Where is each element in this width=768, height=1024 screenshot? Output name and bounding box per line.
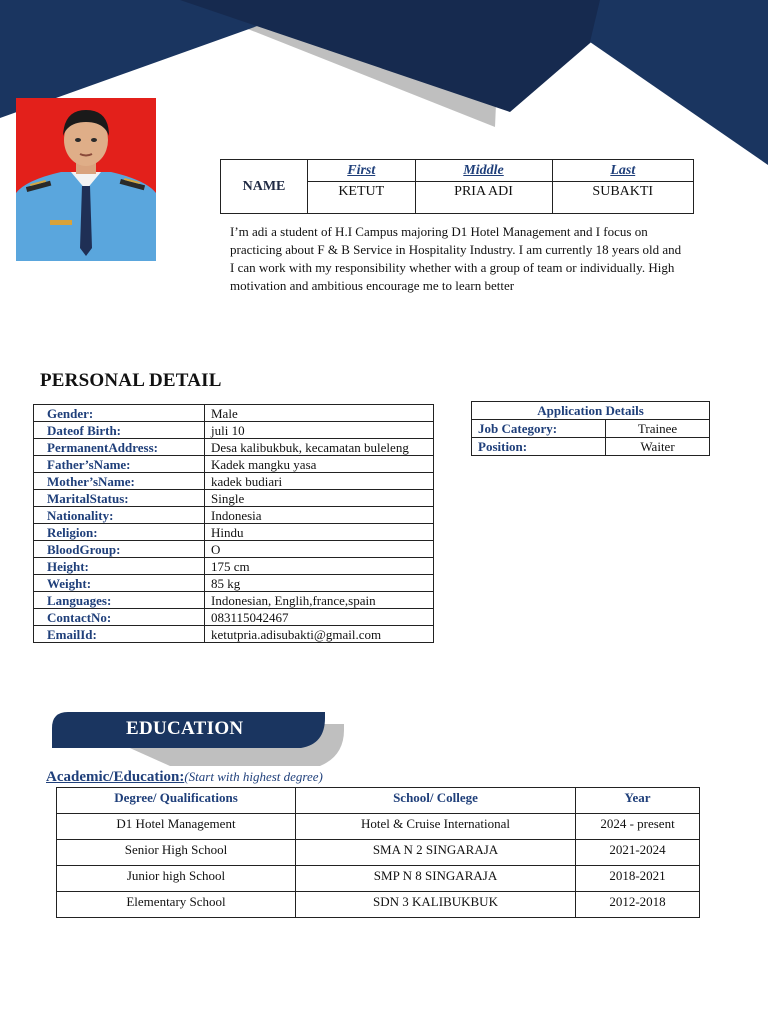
personal-detail-row [34, 575, 434, 592]
intro-paragraph: I’m adi a student of H.I Campus majoring D1 Hotel Management and I focus on practicing about F & B Service in Hospitality Industry. I am currently 18 years old and I can work with my responsibility whether with a group of team or individually. High motivation and ambitious encourage me to learn better [230, 224, 682, 293]
personal-detail-row [34, 405, 434, 422]
personal-detail-row [34, 609, 434, 626]
education-cell: SMP N 8 SINGARAJA [296, 866, 576, 892]
name-table [220, 159, 694, 214]
personal-detail-row [34, 558, 434, 575]
personal-detail-value: kadek budiari [205, 473, 434, 490]
personal-detail-label: Religion: [34, 524, 205, 541]
navy-right-shape [590, 0, 768, 165]
personal-detail-row [34, 439, 434, 456]
last-name-header: Last [552, 160, 693, 182]
education-row [57, 892, 700, 918]
personal-detail-label: Mother’sName: [34, 473, 205, 490]
education-table [56, 787, 700, 918]
personal-detail-value: Single [205, 490, 434, 507]
personal-detail-row [34, 490, 434, 507]
academic-heading [46, 769, 323, 786]
personal-detail-label: MaritalStatus: [34, 490, 205, 507]
education-cell: 2024 - present [576, 814, 700, 840]
personal-detail-value: ketutpria.adisubakti@gmail.com [205, 626, 434, 643]
education-banner-text: EDUCATION [126, 718, 244, 739]
personal-detail-row [34, 456, 434, 473]
personal-detail-value: O [205, 541, 434, 558]
middle-name-value: PRIA ADI [415, 182, 552, 214]
personal-detail-value: Kadek mangku yasa [205, 456, 434, 473]
education-cell: 2021-2024 [576, 840, 700, 866]
personal-detail-value: Hindu [205, 524, 434, 541]
name-label: NAME [221, 160, 308, 214]
personal-detail-label: EmailId: [34, 626, 205, 643]
personal-detail-row [34, 626, 434, 643]
personal-detail-label: Dateof Birth: [34, 422, 205, 439]
education-col-header: School/ College [296, 788, 576, 814]
last-name-value: SUBAKTI [552, 182, 693, 214]
profile-photo [16, 98, 156, 261]
application-row [472, 420, 710, 438]
academic-heading-label: Academic/Education: [46, 769, 185, 785]
education-row [57, 866, 700, 892]
education-header-row [57, 788, 700, 814]
personal-detail-label: Nationality: [34, 507, 205, 524]
personal-detail-value: Desa kalibukbuk, kecamatan buleleng [205, 439, 434, 456]
education-cell: 2012-2018 [576, 892, 700, 918]
education-row [57, 814, 700, 840]
personal-detail-label: PermanentAddress: [34, 439, 205, 456]
personal-detail-row [34, 524, 434, 541]
application-row-label: Job Category: [472, 420, 606, 438]
personal-detail-value: 85 kg [205, 575, 434, 592]
education-cell: D1 Hotel Management [57, 814, 296, 840]
education-cell: SDN 3 KALIBUKBUK [296, 892, 576, 918]
personal-detail-label: Father’sName: [34, 456, 205, 473]
first-name-value: KETUT [308, 182, 416, 214]
application-row-value: Waiter [606, 438, 710, 456]
personal-detail-value: 175 cm [205, 558, 434, 575]
personal-detail-value: juli 10 [205, 422, 434, 439]
application-details-title: Application Details [472, 402, 710, 420]
application-row-label: Position: [472, 438, 606, 456]
education-cell: Hotel & Cruise International [296, 814, 576, 840]
education-cell: SMA N 2 SINGARAJA [296, 840, 576, 866]
personal-detail-label: ContactNo: [34, 609, 205, 626]
application-details-table [471, 401, 710, 456]
education-cell: 2018-2021 [576, 866, 700, 892]
personal-detail-label: Gender: [34, 405, 205, 422]
personal-detail-label: BloodGroup: [34, 541, 205, 558]
personal-detail-label: Weight: [34, 575, 205, 592]
personal-detail-row [34, 422, 434, 439]
application-row-value: Trainee [606, 420, 710, 438]
middle-name-header: Middle [415, 160, 552, 182]
personal-detail-value: Indonesia [205, 507, 434, 524]
personal-detail-title: PERSONAL DETAIL [40, 370, 222, 391]
application-row [472, 438, 710, 456]
education-cell: Elementary School [57, 892, 296, 918]
personal-detail-value: 083115042467 [205, 609, 434, 626]
personal-detail-row [34, 541, 434, 558]
personal-detail-value: Indonesian, Englih,france,spain [205, 592, 434, 609]
personal-detail-value: Male [205, 405, 434, 422]
personal-detail-row [34, 592, 434, 609]
education-row [57, 840, 700, 866]
personal-detail-table [33, 404, 434, 643]
education-col-header: Year [576, 788, 700, 814]
education-col-header: Degree/ Qualifications [57, 788, 296, 814]
personal-detail-label: Height: [34, 558, 205, 575]
academic-heading-note: (Start with highest degree) [184, 769, 323, 784]
personal-detail-row [34, 473, 434, 490]
personal-detail-label: Languages: [34, 592, 205, 609]
personal-detail-row [34, 507, 434, 524]
education-cell: Senior High School [57, 840, 296, 866]
navy-center-shape [180, 0, 640, 112]
education-cell: Junior high School [57, 866, 296, 892]
first-name-header: First [308, 160, 416, 182]
